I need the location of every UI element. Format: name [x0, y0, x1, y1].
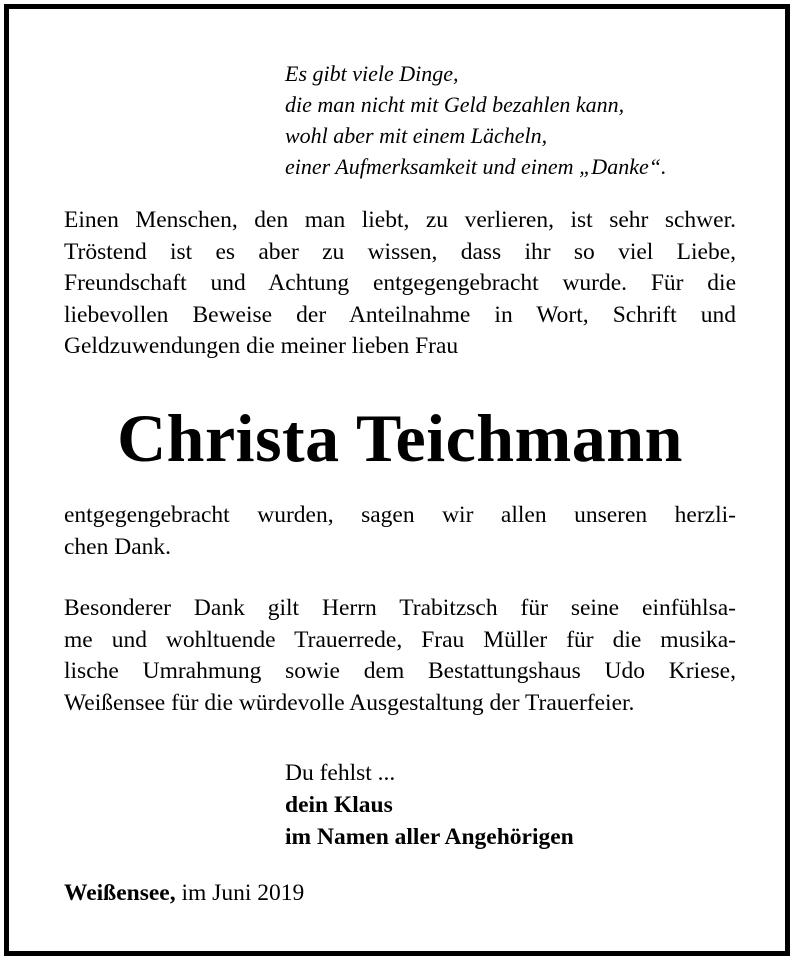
text-line: Tröstend ist es aber zu wissen, dass ihr so viel Liebe, [64, 238, 736, 265]
signature-line: Du fehlst ... [285, 760, 396, 786]
text-line: Freundschaft und Achtung entgegengebracht wurde. Für die [64, 270, 736, 296]
place-city: Weißensee, [64, 880, 176, 906]
poem-line: einer Aufmerksamkeit und einem „Danke“. [285, 154, 667, 179]
poem [285, 58, 666, 182]
signature [285, 757, 574, 853]
poem-line: die man nicht mit Geld bezahlen kann, [285, 92, 625, 117]
text-line: me und wohltuende Trauerrede, Frau Müller für die musika- [64, 626, 736, 653]
signature-family: im Namen aller Angehörigen [285, 824, 574, 850]
text-line: Weißensee für die würdevolle Ausgestaltung der Trauerfeier. [64, 689, 635, 716]
text-line: entgegengebracht wurden, sagen wir allen unseren herzli- [64, 502, 736, 528]
deceased-name: Christa Teichmann [117, 400, 683, 476]
text-line: Einen Menschen, den man liebt, zu verlieren, ist sehr schwer. [64, 207, 736, 233]
intro-paragraph [64, 205, 736, 363]
text-line: Besonderer Dank gilt Herrn Trabitzsch für seine einfühlsa- [64, 595, 736, 621]
poem-line: wohl aber mit einem Lächeln, [285, 123, 548, 148]
poem-line: Es gibt viele Dinge, [285, 61, 459, 86]
signature-name: dein Klaus [285, 792, 393, 818]
thanks-paragraph [64, 500, 736, 563]
text-line: Geldzuwendungen die meiner lieben Frau [64, 333, 459, 359]
text-line: liebevollen Beweise der Anteilnahme in Wort, Schrift und [64, 301, 736, 328]
place-date-text: im Juni 2019 [175, 880, 305, 906]
special-thanks-paragraph [64, 593, 736, 719]
place-date [64, 877, 304, 909]
text-line: chen Dank. [64, 533, 172, 560]
text-line: lische Umrahmung sowie dem Bestattungshaus Udo Kriese, [64, 658, 736, 684]
